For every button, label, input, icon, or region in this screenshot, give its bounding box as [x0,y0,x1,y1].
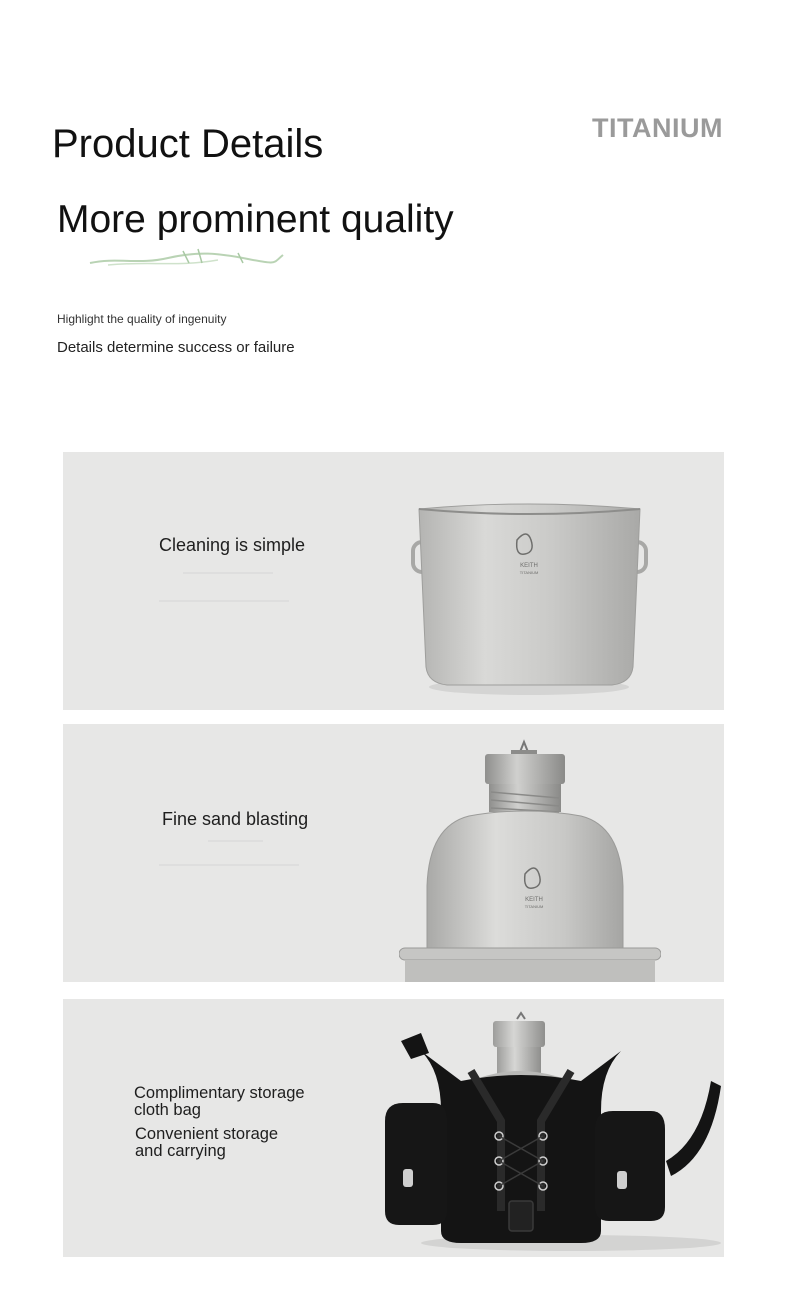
brand-label: TITANIUM [592,113,723,143]
feature-label-sand-blasting: Fine sand blasting [162,809,309,829]
section-subtitle: More prominent quality [57,198,454,241]
feature-panel-cleaning [63,452,724,710]
keith-material-text: TITANIUM [524,904,544,909]
feature-label-cleaning: Cleaning is simple [159,535,306,555]
feature-panel-sand-blasting [63,724,724,982]
keith-brand-text: KEITH [520,563,538,569]
titanium-canteen-image [399,736,661,982]
feature-label-bag-line2: cloth bag [134,1101,201,1119]
titanium-cup-image [407,497,652,697]
tagline-small: Highlight the quality of ingenuity [57,312,227,326]
canteen-in-bag-image [381,1011,721,1251]
tagline: Details determine success or failure [57,339,295,356]
decorative-scribble [88,243,288,273]
keith-brand-text: KEITH [525,897,543,903]
feature-panel-storage-bag [63,999,724,1257]
feature-label-bag-line1: Complimentary storage [134,1084,305,1102]
page-title: Product Details [52,122,324,166]
keith-material-text: TITANIUM [519,570,539,575]
feature-label-bag-line3: Convenient storage [135,1125,279,1143]
feature-label-bag-line4: and carrying [135,1142,226,1160]
